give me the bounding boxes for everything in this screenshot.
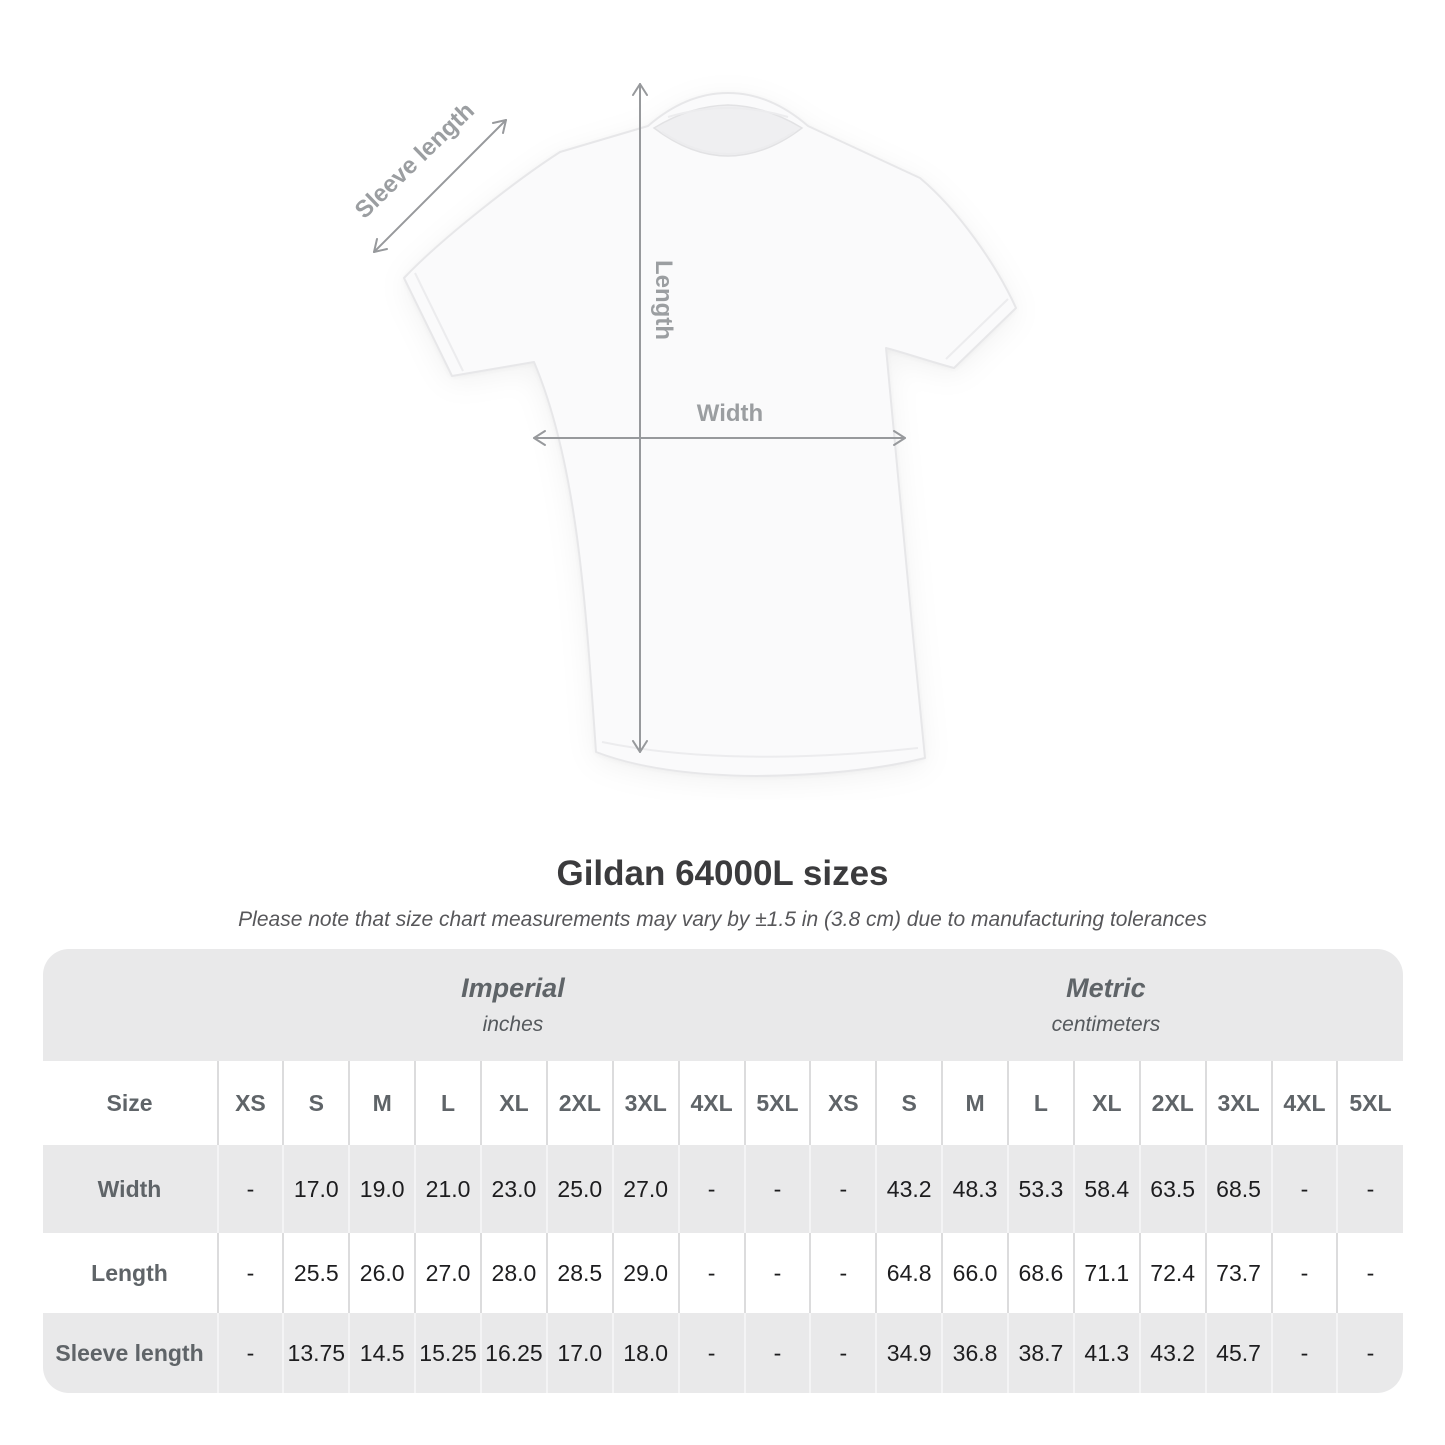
- row-label: Length: [43, 1233, 217, 1313]
- table-cell: 17.0: [282, 1145, 348, 1233]
- size-column-header: Size: [43, 1061, 217, 1145]
- table-cell: -: [217, 1145, 283, 1233]
- table-cell: -: [809, 1313, 875, 1393]
- table-cell: -: [809, 1233, 875, 1313]
- table-cell: -: [809, 1145, 875, 1233]
- table-cell: -: [678, 1313, 744, 1393]
- table-cell: 72.4: [1139, 1233, 1205, 1313]
- table-cell: 29.0: [612, 1233, 678, 1313]
- table-cell: 68.5: [1205, 1145, 1271, 1233]
- table-cell: 64.8: [875, 1233, 941, 1313]
- table-cell: -: [1271, 1233, 1337, 1313]
- table-cell: 14.5: [348, 1313, 414, 1393]
- size-header: 5XL: [1336, 1061, 1402, 1145]
- table-cell: 15.25: [414, 1313, 480, 1393]
- table-cell: 18.0: [612, 1313, 678, 1393]
- size-header: M: [348, 1061, 414, 1145]
- row-label: Width: [43, 1145, 217, 1233]
- table-cell: 43.2: [1139, 1313, 1205, 1393]
- size-header: 2XL: [546, 1061, 612, 1145]
- table-cell: 63.5: [1139, 1145, 1205, 1233]
- table-cell: -: [1336, 1233, 1402, 1313]
- width-row: [43, 1145, 1403, 1233]
- table-cell: 28.5: [546, 1233, 612, 1313]
- table-cell: 28.0: [480, 1233, 546, 1313]
- length-label: Length: [650, 260, 677, 340]
- table-cell: 19.0: [348, 1145, 414, 1233]
- size-header: XS: [809, 1061, 875, 1145]
- table-cell: 27.0: [612, 1145, 678, 1233]
- size-header: 2XL: [1139, 1061, 1205, 1145]
- corner-cell: [43, 949, 217, 1061]
- tshirt-measurement-diagram: [350, 60, 1070, 800]
- table-cell: 53.3: [1007, 1145, 1073, 1233]
- table-cell: -: [678, 1145, 744, 1233]
- size-header: S: [282, 1061, 348, 1145]
- sleeve-length-label: Sleeve length: [350, 97, 480, 225]
- table-cell: -: [744, 1233, 810, 1313]
- imperial-label: Imperial: [461, 973, 565, 1003]
- table-cell: -: [217, 1233, 283, 1313]
- table-cell: 58.4: [1073, 1145, 1139, 1233]
- page-title: Gildan 64000L sizes: [556, 854, 889, 893]
- table-cell: 21.0: [414, 1145, 480, 1233]
- size-header: 4XL: [1271, 1061, 1337, 1145]
- table-cell: 27.0: [414, 1233, 480, 1313]
- table-cell: 36.8: [941, 1313, 1007, 1393]
- table-cell: 25.0: [546, 1145, 612, 1233]
- size-header: 4XL: [678, 1061, 744, 1145]
- table-cell: 17.0: [546, 1313, 612, 1393]
- size-header: 3XL: [1205, 1061, 1271, 1145]
- size-header: XL: [1073, 1061, 1139, 1145]
- table-cell: 38.7: [1007, 1313, 1073, 1393]
- size-header: L: [1007, 1061, 1073, 1145]
- table-cell: -: [678, 1233, 744, 1313]
- table-cell: -: [217, 1313, 283, 1393]
- table-cell: -: [744, 1145, 810, 1233]
- table-cell: 13.75: [282, 1313, 348, 1393]
- tolerance-note: Please note that size chart measurements may vary by ±1.5 in (3.8 cm) due to manufacturing tolerances: [238, 908, 1207, 931]
- table-cell: -: [744, 1313, 810, 1393]
- table-cell: -: [1271, 1313, 1337, 1393]
- table-cell: -: [1336, 1313, 1402, 1393]
- table-cell: 23.0: [480, 1145, 546, 1233]
- table-cell: 66.0: [941, 1233, 1007, 1313]
- table-cell: -: [1271, 1145, 1337, 1233]
- width-label: Width: [696, 400, 764, 427]
- size-header-row: [43, 1061, 1403, 1145]
- unit-group-header-row: [43, 949, 1403, 1061]
- metric-unit-label: centimeters: [1051, 1013, 1161, 1036]
- imperial-unit-label: inches: [482, 1013, 544, 1036]
- size-header: XS: [217, 1061, 283, 1145]
- sleeve-length-row: [43, 1313, 1403, 1393]
- metric-group-header: [809, 949, 1402, 1061]
- table-cell: 16.25: [480, 1313, 546, 1393]
- tshirt-silhouette: [404, 93, 1016, 776]
- size-header: L: [414, 1061, 480, 1145]
- table-cell: 43.2: [875, 1145, 941, 1233]
- table-cell: 25.5: [282, 1233, 348, 1313]
- table-cell: 73.7: [1205, 1233, 1271, 1313]
- size-header: 5XL: [744, 1061, 810, 1145]
- table-cell: 71.1: [1073, 1233, 1139, 1313]
- size-header: XL: [480, 1061, 546, 1145]
- table-cell: 68.6: [1007, 1233, 1073, 1313]
- length-row: [43, 1233, 1403, 1313]
- size-header: M: [941, 1061, 1007, 1145]
- table-cell: 34.9: [875, 1313, 941, 1393]
- size-header: 3XL: [612, 1061, 678, 1145]
- table-cell: 26.0: [348, 1233, 414, 1313]
- row-label: Sleeve length: [43, 1313, 217, 1393]
- size-header: S: [875, 1061, 941, 1145]
- table-cell: -: [1336, 1145, 1402, 1233]
- size-chart-table: [43, 949, 1403, 1393]
- imperial-group-header: [217, 949, 810, 1061]
- metric-label: Metric: [1066, 973, 1146, 1003]
- table-cell: 48.3: [941, 1145, 1007, 1233]
- table-cell: 45.7: [1205, 1313, 1271, 1393]
- table-cell: 41.3: [1073, 1313, 1139, 1393]
